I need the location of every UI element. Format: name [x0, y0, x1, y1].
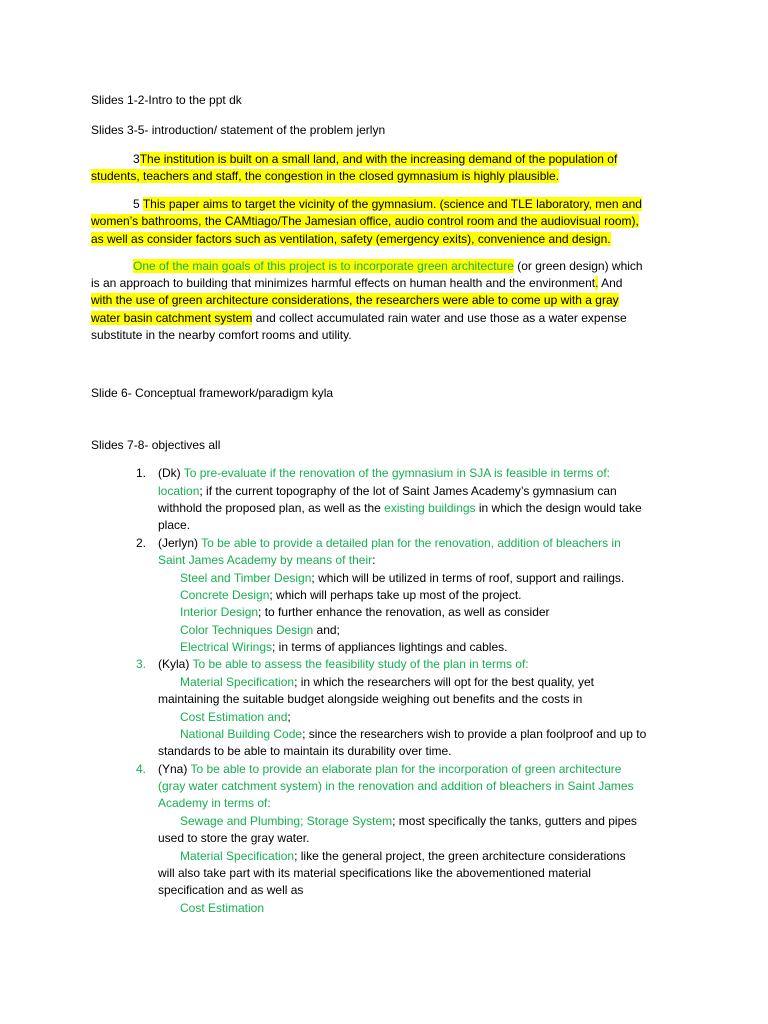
green-para-line5: substitute in the nearby comfort rooms and utility. [91, 328, 352, 342]
obj1-line1 [158, 466, 610, 480]
obj4-line3: Academy in terms of: [158, 796, 271, 810]
obj1-line4: place. [158, 518, 191, 532]
obj4-line8: specification and as well as [158, 883, 304, 897]
obj4-line2: (gray water catchment system) in the renovation and addition of bleachers in Saint James [158, 779, 634, 793]
green-para-line4 [91, 311, 627, 325]
obj1-line2 [158, 484, 617, 498]
obj4-sewage [180, 814, 637, 828]
material-rest: ; in which the researchers will opt for the best quality, yet [294, 675, 594, 689]
electrical-rest: ; in terms of appliances lightings and cables. [272, 640, 508, 654]
slides-3-5-line: Slides 3-5- introduction/ statement of the problem jerlyn [91, 123, 386, 137]
para5-highlight: This paper aims to target the vicinity of the gymnasium [142, 197, 433, 211]
obj4-line1 [158, 762, 621, 776]
obj2-electrical [180, 640, 507, 654]
obj4-line5: used to store the gray water. [158, 831, 310, 845]
obj1-line3-start: withhold the proposed plan, as well as the [158, 501, 385, 515]
obj4-line7: will also take part with its material specifications like the abovementioned material [158, 866, 591, 880]
obj3-nbc [180, 727, 646, 741]
obj4-cost-estimation: Cost Estimation [180, 901, 265, 915]
green-para-line2-text: is an approach to building that minimizes harmful effects on human health and the environment [91, 276, 596, 290]
obj3-goal: To be able to assess the feasibility study of the plan in terms of: [192, 657, 529, 671]
para5-line1-rest: . (science and TLE laboratory, men and [432, 197, 642, 211]
obj3-cost [180, 710, 291, 724]
para5-line1 [133, 197, 642, 211]
para5-line2: women’s bathrooms, the CAMtiago/The Jamesian office, audio control room and the audiovisual room), [91, 214, 639, 228]
green-para-line1-rest: (or green design) which [513, 259, 643, 273]
obj1-author: (Dk) [158, 466, 184, 480]
obj1-line3 [158, 501, 642, 515]
material-specification: Material Specification [180, 675, 295, 689]
green-architecture-phrase: One of the main goals of this project is to incorporate green architecture [133, 259, 514, 273]
nbc-rest: ; since the researchers wish to provide a plan foolproof and up to [302, 727, 647, 741]
obj4-author: (Yna) [158, 762, 191, 776]
obj4-goal: To be able to provide an elaborate plan for the incorporation of green architecture [190, 762, 622, 776]
green-para-line4-rest: and collect accumulated rain water and use those as a water expense [252, 311, 627, 325]
electrical-wirings: Electrical Wirings [180, 640, 273, 654]
slide-6-line: Slide 6- Conceptual framework/paradigm kyla [91, 386, 334, 400]
para3-number: 3 [133, 152, 140, 166]
catchment-system-phrase: water basin catchment system [91, 311, 253, 325]
slides-1-2-line: Slides 1-2-Intro to the ppt dk [91, 93, 242, 107]
interior-rest: ; to further enhance the renovation, as well as consider [258, 605, 550, 619]
obj2-number: 2. [136, 536, 147, 550]
obj1-line3-rest: in which the design would take [475, 501, 642, 515]
obj3-line1 [158, 657, 529, 671]
obj2-goal: To be able to provide a detailed plan for the renovation, addition of bleachers in [201, 536, 621, 550]
obj3-author: (Kyla) [158, 657, 193, 671]
obj3-material [180, 675, 594, 689]
national-building-code: National Building Code [180, 727, 303, 741]
obj4-material [180, 849, 626, 863]
obj2-author: (Jerlyn) [158, 536, 202, 550]
cost-rest: ; [287, 710, 291, 724]
interior-design: Interior Design [180, 605, 259, 619]
obj2-concrete [180, 588, 522, 602]
color-techniques-design: Color Techniques Design [180, 623, 314, 637]
obj4-material-specification: Material Specification [180, 849, 295, 863]
para3-highlight: The institution is built on a small land, and with the increasing demand of the population of [139, 152, 618, 166]
obj1-location: location [158, 484, 200, 498]
obj2-color [180, 623, 340, 637]
cost-estimation: Cost Estimation and [180, 710, 288, 724]
color-rest: and; [313, 623, 340, 637]
obj4-material-rest: ; like the general project, the green architecture considerations [294, 849, 626, 863]
para5-number: 5 [133, 197, 140, 211]
concrete-design: Concrete Design [180, 588, 270, 602]
obj2-line2 [158, 553, 375, 567]
obj1-existing-buildings: existing buildings [384, 501, 476, 515]
green-para-line2 [91, 276, 622, 290]
para3-line1 [133, 152, 617, 166]
obj1-number: 1. [136, 466, 147, 480]
obj4-number: 4. [136, 762, 147, 776]
green-para-line1 [133, 259, 643, 273]
para5-line3: as well as consider factors such as ventilation, safety (emergency exits), convenience and design. [91, 232, 611, 246]
para3-line2: students, teachers and staff, the congestion in the closed gymnasium is highly plausible. [91, 169, 560, 183]
obj2-goal-cont: Saint James Academy by means of their [158, 553, 373, 567]
obj3-line6: standards to be able to maintain its durability over time. [158, 744, 452, 758]
obj3-number: 3. [136, 657, 147, 671]
concrete-rest: ; which will perhaps take up most of the project. [269, 588, 522, 602]
steel-timber-design: Steel and Timber Design [180, 571, 312, 585]
obj2-interior [180, 605, 550, 619]
obj3-line3: maintaining the suitable budget alongside weighing out benefits and the costs in [158, 692, 583, 706]
obj2-line1 [158, 536, 621, 550]
slides-7-8-line: Slides 7-8- objectives all [91, 438, 221, 452]
obj1-line2-rest: ; if the current topography of the lot of Saint James Academy’s gymnasium can [199, 484, 617, 498]
sewage-plumbing-storage: Sewage and Plumbing; Storage System [180, 814, 393, 828]
obj2-colon: : [372, 553, 376, 567]
sewage-rest: ; most specifically the tanks, gutters and pipes [392, 814, 637, 828]
obj1-goal: To pre-evaluate if the renovation of the gymnasium in SJA is feasible in terms of: [183, 466, 610, 480]
steel-rest: ; which will be utilized in terms of roof, support and railings. [311, 571, 625, 585]
obj2-steel [180, 571, 624, 585]
green-para-line2-end: And [598, 276, 623, 290]
green-para-line3: with the use of green architecture considerations, the researchers were able to come up with a gray [91, 293, 619, 307]
green-para-dot: . [595, 276, 599, 290]
